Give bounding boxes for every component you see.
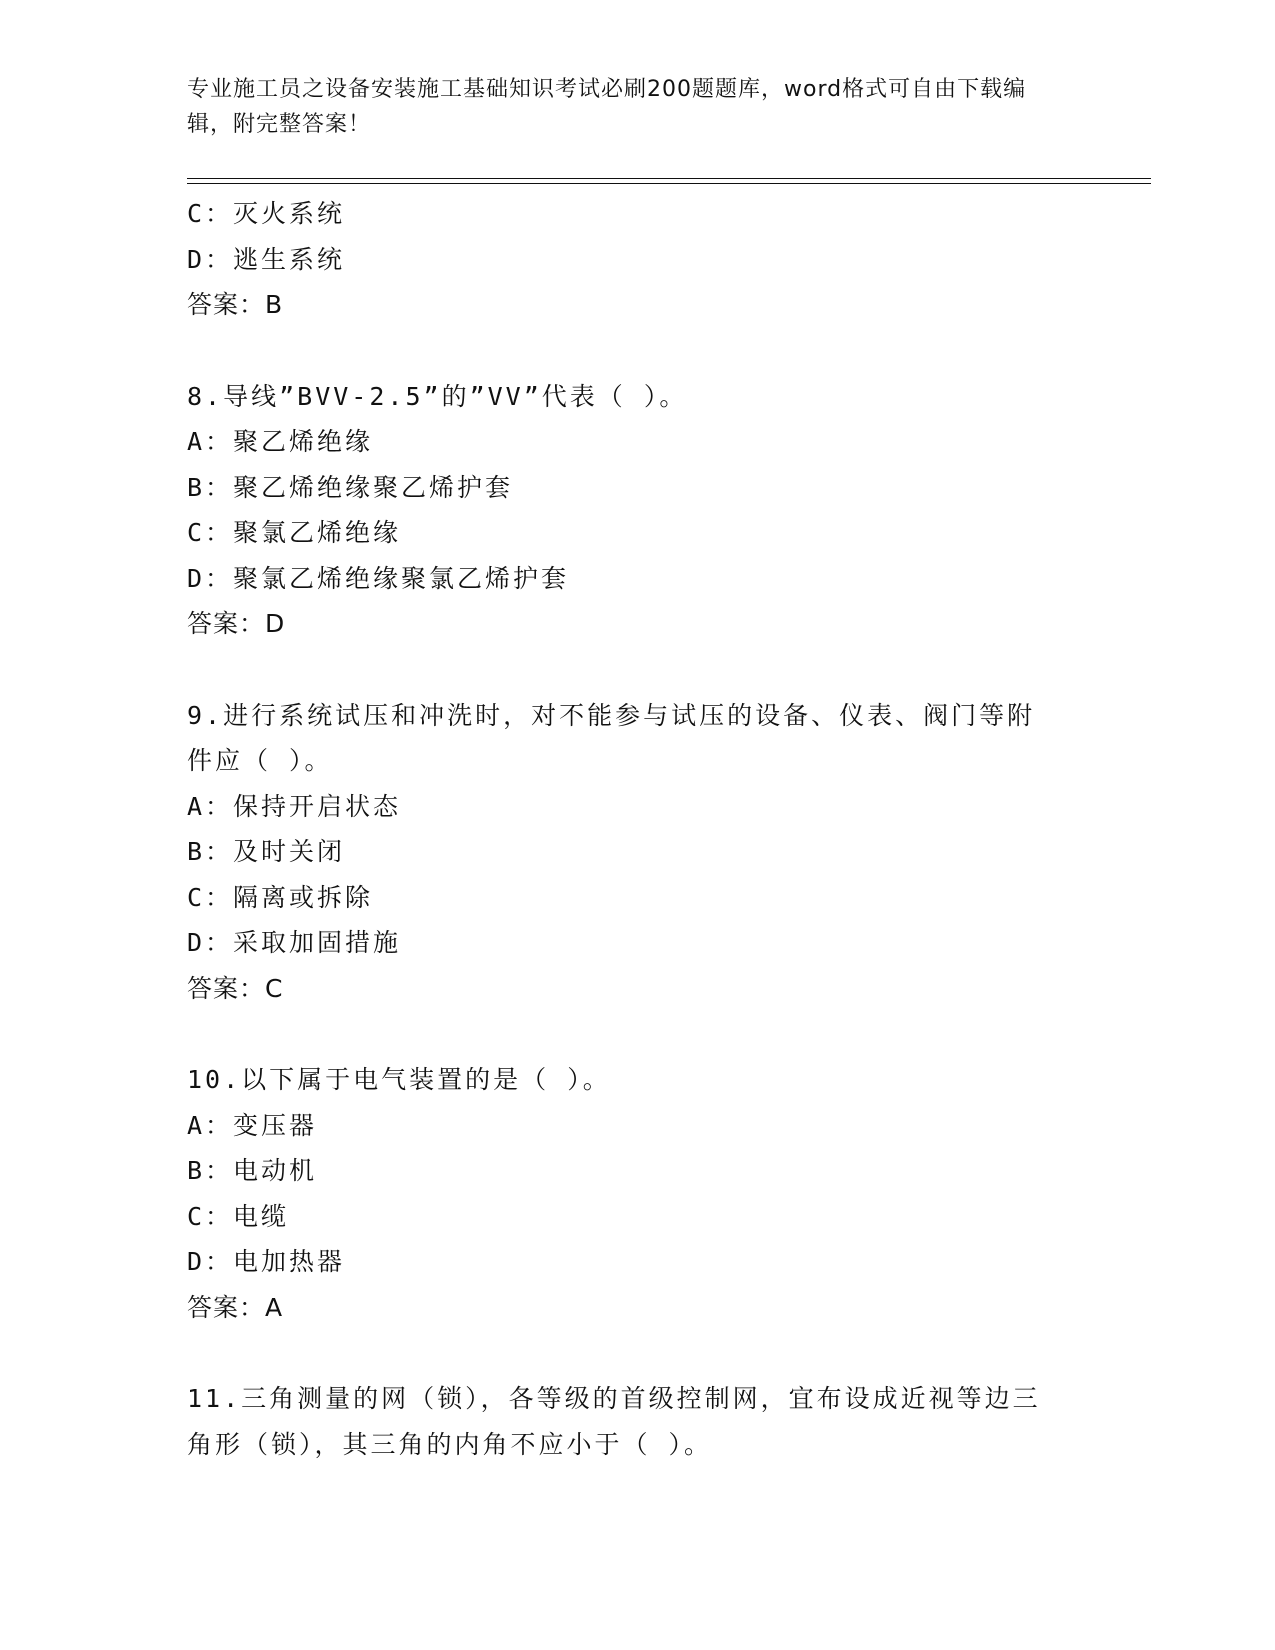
question-text: 8.导线”BVV-2.5”的”VV”代表（ ）。 bbox=[187, 381, 688, 411]
option-line: C：电缆 bbox=[187, 1201, 290, 1231]
question-text: 角形（锁），其三角的内角不应小于（ ）。 bbox=[187, 1429, 713, 1459]
question-text: 10.以下属于电气装置的是（ ）。 bbox=[187, 1065, 611, 1094]
answer-line: 答案：A bbox=[187, 1292, 284, 1322]
question-text: 11.三角测量的网（锁），各等级的首级控制网，宜布设成近视等边三 bbox=[187, 1384, 1041, 1413]
option-line: C：灭火系统 bbox=[187, 199, 346, 228]
option-line: B：电动机 bbox=[187, 1156, 318, 1185]
answer-line: 答案：B bbox=[187, 290, 284, 319]
answer-line: 答案：C bbox=[187, 973, 284, 1003]
option-line: D：采取加固措施 bbox=[187, 928, 402, 957]
option-line: A：聚乙烯绝缘 bbox=[187, 427, 374, 456]
question-gap bbox=[187, 328, 1087, 374]
option-line: C：隔离或拆除 bbox=[187, 882, 374, 912]
question-gap bbox=[187, 1011, 1087, 1057]
header-divider-bottom bbox=[187, 183, 1151, 184]
option-line: C：聚氯乙烯绝缘 bbox=[187, 518, 402, 547]
question-text: 9.进行系统试压和冲洗时，对不能参与试压的设备、仪表、阀门等附 bbox=[187, 700, 1036, 730]
option-line: D：聚氯乙烯绝缘聚氯乙烯护套 bbox=[187, 563, 570, 593]
option-line: D：逃生系统 bbox=[187, 244, 346, 274]
option-line: A：保持开启状态 bbox=[187, 791, 402, 821]
option-line: D：电加热器 bbox=[187, 1247, 346, 1276]
header-divider-top bbox=[187, 178, 1151, 179]
question-text: 件应（ ）。 bbox=[187, 746, 333, 775]
option-line: B：及时关闭 bbox=[187, 837, 346, 866]
option-line: B：聚乙烯绝缘聚乙烯护套 bbox=[187, 472, 514, 502]
question-list bbox=[187, 191, 1087, 1467]
document-header: 专业施工员之设备安装施工基础知识考试必刷200题题库，word格式可自由下载编辑，附完整答案！ bbox=[187, 77, 1027, 137]
question-gap bbox=[187, 647, 1087, 693]
question-gap bbox=[187, 1330, 1087, 1376]
answer-line: 答案：D bbox=[187, 609, 286, 638]
option-line: A：变压器 bbox=[187, 1110, 318, 1140]
